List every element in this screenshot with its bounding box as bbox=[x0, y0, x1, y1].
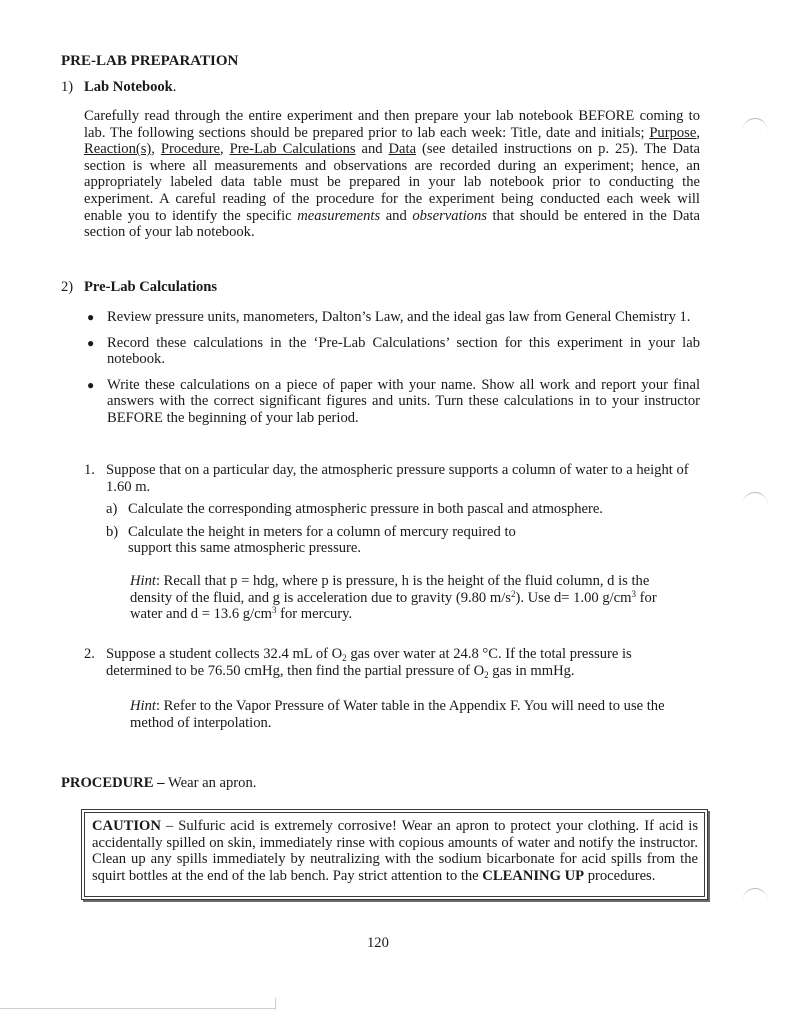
separator: and bbox=[355, 141, 389, 158]
section-purpose: Purpose bbox=[649, 124, 697, 141]
hint-text: for water and d = 13.6 g/cm bbox=[130, 589, 657, 623]
bullet-icon: ● bbox=[87, 377, 95, 392]
question-text-part: gas over water at 24.8 °C. If the total pressure is determined to be 76.50 cmHg, then find the partial pressure of O bbox=[106, 646, 632, 679]
subscript: 2 bbox=[484, 669, 489, 680]
dash: – bbox=[160, 818, 179, 834]
part-text: Calculate the height in meters for a column of mercury required to support this same atmospheric pressure. bbox=[128, 523, 516, 557]
question-2 bbox=[84, 646, 704, 679]
question-text-part: gas in mmHg. bbox=[488, 662, 575, 679]
heading-number: 2) bbox=[61, 279, 74, 295]
question-1 bbox=[84, 462, 704, 557]
separator: , bbox=[151, 141, 161, 158]
pre-lab-calculations-heading bbox=[61, 279, 217, 296]
scan-arc-mark bbox=[742, 118, 768, 145]
hint-colon: : bbox=[155, 573, 161, 589]
scan-bottom-rule bbox=[0, 1008, 275, 1009]
procedure-label: PROCEDURE bbox=[61, 775, 154, 791]
question-part-a bbox=[106, 501, 704, 518]
list-item bbox=[84, 335, 700, 368]
part-label: a) bbox=[106, 501, 118, 518]
dash: – bbox=[153, 775, 169, 791]
bullet-icon: ● bbox=[87, 310, 95, 324]
bullet-icon: ● bbox=[87, 335, 95, 350]
part-text: Calculate the corresponding atmospheric pressure in both pascal and atmosphere. bbox=[128, 501, 603, 518]
heading-period: . bbox=[172, 79, 177, 95]
list-item-text: Review pressure units, manometers, Dalton’s Law, and the ideal gas law from General Chemistry 1. bbox=[107, 309, 691, 325]
procedure-heading bbox=[61, 775, 256, 792]
pre-lab-bullet-list bbox=[84, 309, 700, 436]
list-item bbox=[84, 377, 700, 427]
emphasis-observations: observations bbox=[412, 207, 487, 224]
hint-text: Recall that p = hdg, where p is pressure, h is the height of the fluid column, d is the density of the fluid, and g is acceleration due to gravity (9.80 m/s bbox=[130, 573, 650, 606]
section-procedure: Procedure bbox=[160, 141, 221, 158]
caution-box bbox=[81, 809, 708, 900]
separator: , bbox=[220, 141, 230, 158]
question-number: 2. bbox=[84, 646, 95, 662]
paragraph-text: that should be entered in the Data section of your lab notebook. bbox=[84, 207, 700, 241]
superscript: 3 bbox=[271, 605, 277, 616]
paragraph-text: and bbox=[380, 207, 413, 224]
section-pre-lab-calculations: Pre-Lab Calculations bbox=[229, 141, 356, 158]
lab-notebook-paragraph bbox=[84, 108, 700, 241]
caution-body: procedures. bbox=[584, 867, 656, 884]
question-text bbox=[106, 646, 681, 679]
part-label: b) bbox=[106, 523, 119, 540]
scan-arc-mark bbox=[742, 888, 768, 915]
heading-text: Pre-Lab Calculations bbox=[84, 279, 218, 295]
caution-label: CAUTION bbox=[92, 818, 161, 834]
scan-bottom-tick bbox=[275, 998, 276, 1010]
hint-colon: : bbox=[155, 698, 161, 714]
caution-body: Sulfuric acid is extremely corrosive! Wear an apron to protect your clothing. If acid is accidentally spilled on skin, immediately rinse with copious amounts of water and notify the instructor. Clean up any spills immediately by neutralizing with the sodium bicarbonate for acid spills from the squirt bottles at the end of the lab bench. Pay strict attention to the bbox=[92, 818, 699, 884]
heading-number: 1) bbox=[61, 79, 74, 95]
caution-text bbox=[84, 812, 705, 897]
cleaning-up-emphasis: CLEANING UP bbox=[482, 867, 585, 884]
page-number: 120 bbox=[367, 935, 389, 951]
superscript: 3 bbox=[631, 588, 637, 599]
hint-text: ). Use d= 1.00 g/cm bbox=[515, 589, 632, 606]
section-data: Data bbox=[388, 141, 417, 158]
subscript: 2 bbox=[342, 653, 347, 663]
question-number: 1. bbox=[84, 462, 95, 478]
list-item-text: Record these calculations in the ‘Pre-Lab Calculations’ section for this experiment in your lab notebook. bbox=[107, 334, 700, 368]
lab-notebook-heading bbox=[61, 79, 176, 96]
hint-text: Refer to the Vapor Pressure of Water table in the Appendix F. You will need to use the method of interpolation. bbox=[130, 698, 665, 731]
question-2-hint bbox=[130, 698, 700, 731]
section-title: PRE-LAB PREPARATION bbox=[61, 53, 239, 69]
paragraph-text: Carefully read through the entire experiment and then prepare your lab notebook BEFORE coming to lab. The following sections should be prepared prior to lab each week: Title, date and initials; bbox=[84, 108, 700, 141]
hint-label: Hint bbox=[130, 698, 156, 714]
scan-arc-mark bbox=[742, 492, 768, 519]
list-item-text: Write these calculations on a piece of paper with your name. Show all work and report your final answers with the correct significant figures and units. Turn these calculations in to your instructor BEFORE the beginning of your lab period. bbox=[107, 376, 700, 426]
paragraph-text: (see detailed instructions on p. 25). The Data section is where all measurements and observations are recorded during an experiment; hence, an appropriately labeled data table must be prepared in your lab notebook prior to conducting the experiment. A careful reading of the procedure for the experiment being conducted each week will enable you to identify the specific bbox=[84, 141, 701, 224]
question-1-hint bbox=[130, 573, 690, 623]
question-part-b bbox=[106, 524, 704, 557]
section-reactions: Reaction(s) bbox=[84, 141, 152, 158]
hint-text: for mercury. bbox=[276, 606, 353, 623]
question-text-part: Suppose a student collects 32.4 mL of O bbox=[106, 646, 343, 662]
list-item bbox=[84, 309, 700, 326]
procedure-text: Wear an apron. bbox=[168, 775, 257, 791]
heading-text: Lab Notebook bbox=[84, 79, 173, 95]
superscript: 2 bbox=[510, 588, 516, 599]
separator: , bbox=[696, 124, 700, 141]
emphasis-measurements: measurements bbox=[297, 207, 381, 224]
hint-label: Hint bbox=[130, 573, 156, 589]
question-text: Suppose that on a particular day, the atmospheric pressure supports a column of water to a height of 1.60 m. bbox=[106, 462, 689, 495]
